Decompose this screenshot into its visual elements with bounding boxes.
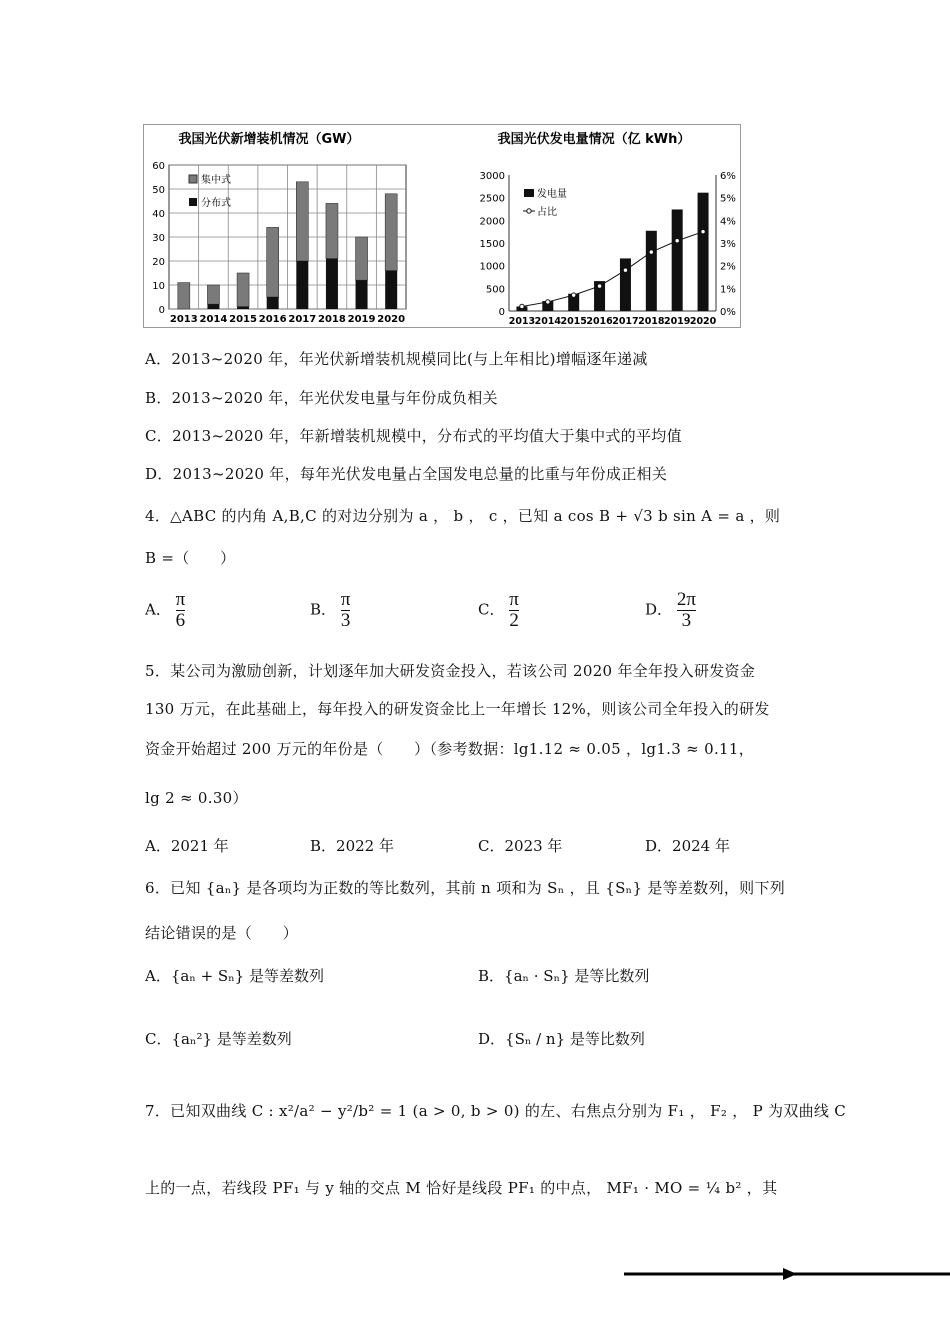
q4-option-a-label: A． (145, 600, 171, 619)
q4-option-b-frac (341, 590, 351, 631)
chart2-bar-generation (698, 193, 709, 311)
chart1-bar-centralized (207, 285, 219, 304)
q6-line-2: 结论错误的是（ ） (145, 924, 299, 942)
frac-den: 2 (509, 609, 519, 631)
arrow-head-icon (783, 1268, 797, 1280)
q6-option-d: D．{Sₙ / n} 是等比数列 (478, 1030, 645, 1048)
chart2-ytick: 2500 (479, 193, 505, 205)
frac-den: 3 (681, 609, 692, 631)
chart2-y2tick: 2% (720, 261, 736, 273)
chart2-y2tick: 5% (720, 193, 736, 205)
q7-line-1: 7．已知双曲线 C : x²/a² − y²/b² = 1 (a > 0, b > 0) 的左、右焦点分别为 F₁ ， F₂ ， P 为双曲线 C (145, 1102, 847, 1120)
chart1-legend-swatch (189, 175, 197, 183)
frac-num: π (175, 589, 186, 610)
chart2-bar-generation (620, 258, 631, 311)
chart2-xtick: 2014 (534, 316, 562, 327)
q6-option-c: C．{aₙ²} 是等差数列 (145, 1030, 292, 1048)
chart1 (152, 161, 406, 325)
chart1-legend-swatch (189, 198, 197, 206)
chart2-legend-label: 发电量 (537, 189, 567, 200)
chart1-xtick: 2017 (288, 314, 317, 325)
frac-num: π (509, 589, 519, 610)
chart2-ytick: 500 (485, 284, 505, 296)
chart1-bar-distributed (385, 271, 397, 309)
q3-option-a: A．2013~2020 年，年光伏新增装机规模同比(与上年相比)增幅逐年递减 (145, 350, 648, 368)
chart2-xtick: 2016 (586, 316, 613, 327)
q4-option-c-label: C． (478, 600, 505, 619)
chart1-xtick: 2020 (377, 314, 406, 325)
chart2-y2tick: 4% (720, 216, 736, 228)
q5-option-c: C．2023 年 (478, 837, 563, 855)
chart1-bar-distributed (267, 297, 279, 309)
q4-stem-2: B =（ ） (145, 549, 236, 567)
chart2-share-point (571, 293, 575, 297)
q3-option-c: C．2013~2020 年，年新增装机规模中，分布式的平均值大于集中式的平均值 (145, 427, 682, 445)
chart2-legend-swatch (524, 189, 534, 197)
q4-option-d-label: D． (645, 600, 673, 619)
q4-option-b (310, 590, 350, 631)
chart2-y2tick: 0% (720, 307, 736, 318)
q4-option-c-frac (509, 590, 519, 631)
q6-line-1: 6．已知 {aₙ} 是各项均为正数的等比数列，其前 n 项和为 Sₙ ，且 {Sₙ} 是等差数列，则下列 (145, 879, 786, 897)
chart1-legend-label: 集中式 (201, 175, 231, 186)
chart1-xtick: 2013 (169, 314, 198, 325)
chart2-ytick: 3000 (479, 171, 505, 182)
chart2-share-point (675, 239, 679, 243)
chart1-bar-centralized (385, 194, 397, 271)
q5-option-a: A．2021 年 (145, 837, 229, 855)
chart2-share-point (546, 300, 550, 304)
chart2-xtick: 2019 (663, 316, 691, 327)
chart2-xtick: 2018 (638, 316, 665, 327)
chart1-ytick: 40 (152, 209, 165, 220)
charts-svg (144, 125, 740, 327)
q4-option-a (145, 590, 185, 631)
q3-option-d: D．2013~2020 年，每年光伏发电量占全国发电总量的比重与年份成正相关 (145, 465, 668, 483)
chart1-bar-distributed (237, 307, 249, 309)
chart1-bar-centralized (178, 283, 190, 309)
chart1-ytick: 50 (152, 185, 165, 196)
frac-den: 6 (175, 609, 186, 631)
chart2-legend-marker (527, 209, 531, 213)
chart2-xtick: 2015 (560, 316, 587, 327)
chart2 (480, 171, 736, 327)
chart1-bar-distributed (296, 261, 308, 309)
chart2-legend-label: 占比 (537, 207, 557, 218)
chart2-ytick: 1000 (479, 261, 505, 273)
q5-option-b: B．2022 年 (310, 837, 394, 855)
chart1-title: 我国光伏新增装机情况（GW） (178, 132, 360, 147)
q4-option-c (478, 590, 519, 631)
q4-option-d (645, 590, 696, 631)
chart2-share-point (623, 268, 627, 272)
chart1-bar-distributed (356, 280, 368, 309)
frac-num: 2π (676, 589, 696, 610)
chart1-bar-centralized (267, 227, 279, 297)
frac-den: 3 (340, 609, 351, 631)
chart1-bar-centralized (326, 203, 338, 258)
chart1-legend-label: 分布式 (201, 198, 231, 209)
q5-line-3: 资金开始超过 200 万元的年份是（ ）（参考数据：lg1.12 ≈ 0.05 ，lg1.3 ≈ 0.11， (145, 740, 754, 758)
frac-num: π (340, 589, 351, 610)
q5-line-2: 130 万元，在此基础上，每年投入的研发资金比上一年增长 12%，则该公司全年投入的研发 (145, 700, 770, 718)
chart1-xtick: 2015 (229, 314, 257, 325)
chart2-bar-generation (646, 231, 657, 311)
chart1-xtick: 2014 (199, 314, 228, 325)
chart2-ytick: 0 (498, 307, 505, 318)
chart2-xtick: 2017 (612, 316, 639, 327)
footer-arrow (620, 1264, 950, 1284)
q4-option-b-label: B． (310, 600, 337, 619)
chart1-xtick: 2018 (318, 314, 346, 325)
q6-option-a: A．{aₙ + Sₙ} 是等差数列 (145, 967, 324, 985)
chart2-xtick: 2020 (689, 316, 717, 327)
chart2-y2tick: 3% (720, 239, 736, 250)
q4-stem: 4．△ABC 的内角 A,B,C 的对边分别为 a ， b ， c ，已知 a cos B + √3 b sin A = a ，则 (145, 507, 781, 525)
chart2-title: 我国光伏发电量情况（亿 kWh） (497, 132, 691, 147)
chart1-ytick: 30 (152, 233, 165, 244)
chart2-share-point (649, 250, 653, 254)
chart1-bar-distributed (326, 259, 338, 309)
q3-option-b: B．2013~2020 年，年光伏发电量与年份成负相关 (145, 389, 498, 407)
chart1-ytick: 20 (152, 257, 165, 268)
chart2-ytick: 1500 (479, 239, 505, 250)
q5-line-1: 5．某公司为激励创新，计划逐年加大研发资金投入，若该公司 2020 年全年投入研发资金 (145, 662, 756, 680)
q6-option-b: B．{aₙ · Sₙ} 是等比数列 (478, 967, 650, 985)
chart1-ytick: 0 (158, 305, 165, 316)
q4-option-d-frac (677, 590, 696, 631)
chart2-share-point (520, 304, 524, 308)
chart2-share-point (701, 229, 705, 233)
chart1-bar-centralized (296, 182, 308, 261)
chart2-y2tick: 6% (720, 171, 736, 182)
charts-figure (143, 124, 741, 328)
chart1-bar-centralized (356, 237, 368, 280)
q7-line-2: 上的一点，若线段 PF₁ 与 y 轴的交点 M 恰好是线段 PF₁ 的中点， MF₁ · MO = ¼ b² ，其 (145, 1179, 778, 1197)
chart1-xtick: 2016 (258, 314, 287, 325)
chart1-ytick: 60 (152, 161, 165, 172)
q4-option-a-frac (176, 590, 186, 631)
chart2-bar-generation (672, 209, 683, 311)
chart2-y2tick: 1% (720, 284, 736, 296)
chart1-ytick: 10 (152, 281, 165, 292)
q5-line-4: lg 2 ≈ 0.30） (145, 789, 248, 807)
chart2-share-point (597, 284, 601, 288)
q5-option-d: D．2024 年 (645, 837, 730, 855)
chart2-xtick: 2013 (508, 316, 536, 327)
chart1-xtick: 2019 (347, 314, 376, 325)
chart1-bar-centralized (237, 273, 249, 307)
chart2-ytick: 2000 (479, 216, 505, 228)
chart1-bar-distributed (207, 304, 219, 309)
